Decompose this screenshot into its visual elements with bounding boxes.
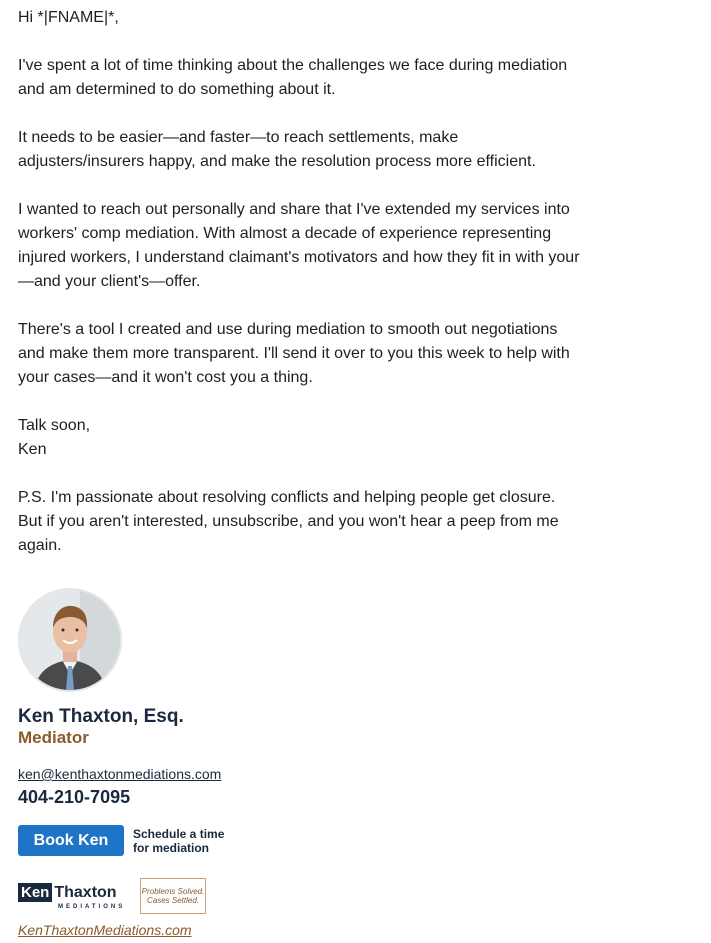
paragraph-line: injured workers, I understand claimant's motivators and how they fit in with your (18, 249, 580, 266)
booking-caption (133, 827, 243, 855)
paragraph-2 (18, 126, 598, 174)
logo-thaxton: Thaxton (54, 883, 117, 901)
postscript-line: But if you aren't interested, unsubscribe, and you won't hear a peep from me (18, 513, 559, 530)
book-ken-button[interactable]: Book Ken (18, 825, 124, 856)
paragraph-line: your cases—and it won't cost you a thing. (18, 369, 313, 386)
booking-caption-line: Schedule a time (133, 826, 225, 841)
paragraph-line: and am determined to do something about it. (18, 81, 336, 98)
signoff-line: Talk soon, (18, 417, 91, 434)
paragraph-line: I wanted to reach out personally and share that I've extended my services into (18, 201, 570, 218)
signature-name: Ken Thaxton, Esq. (18, 706, 184, 727)
company-logo (18, 883, 126, 910)
paragraph-3 (18, 198, 598, 294)
booking-caption-line: for mediation (133, 840, 210, 855)
logo-subtitle: MEDIATIONS (58, 903, 126, 910)
postscript-line: P.S. I'm passionate about resolving conflicts and helping people get closure. (18, 489, 556, 506)
signoff-name: Ken (18, 441, 47, 458)
tagline-badge (140, 878, 206, 914)
tagline-line: Cases Settled. (146, 896, 200, 905)
signature-title: Mediator (18, 728, 89, 747)
greeting: Hi *|FNAME|*, (18, 9, 119, 26)
signoff (18, 414, 598, 462)
logo-ken: Ken (18, 883, 52, 902)
paragraph-line: and make them more transparent. I'll send it over to you this week to help with (18, 345, 570, 362)
email-signature (18, 588, 318, 940)
paragraph-line: It needs to be easier—and faster—to reach settlements, make (18, 129, 459, 146)
paragraph-line: —and your client's—offer. (18, 273, 201, 290)
paragraph-4 (18, 318, 598, 390)
email-body (18, 6, 598, 582)
paragraph-line: workers' comp mediation. With almost a decade of experience representing (18, 225, 552, 242)
signature-phone: 404-210-7095 (18, 787, 131, 807)
postscript (18, 486, 598, 558)
avatar (18, 588, 122, 692)
paragraph-1 (18, 54, 598, 102)
website-link[interactable]: KenThaxtonMediations.com (18, 922, 192, 938)
paragraph-line: adjusters/insurers happy, and make the resolution process more efficient. (18, 153, 536, 170)
postscript-line: again. (18, 537, 62, 554)
paragraph-line: There's a tool I created and use during mediation to smooth out negotiations (18, 321, 558, 338)
logo-wordmark (18, 883, 126, 902)
tagline-line: Problems Solved. (141, 887, 205, 896)
booking-row (18, 825, 318, 856)
signature-email-link[interactable]: ken@kenthaxtonmediations.com (18, 766, 222, 782)
logo-row (18, 878, 318, 914)
headshot-photo (20, 590, 120, 690)
paragraph-line: I've spent a lot of time thinking about the challenges we face during mediation (18, 57, 568, 74)
